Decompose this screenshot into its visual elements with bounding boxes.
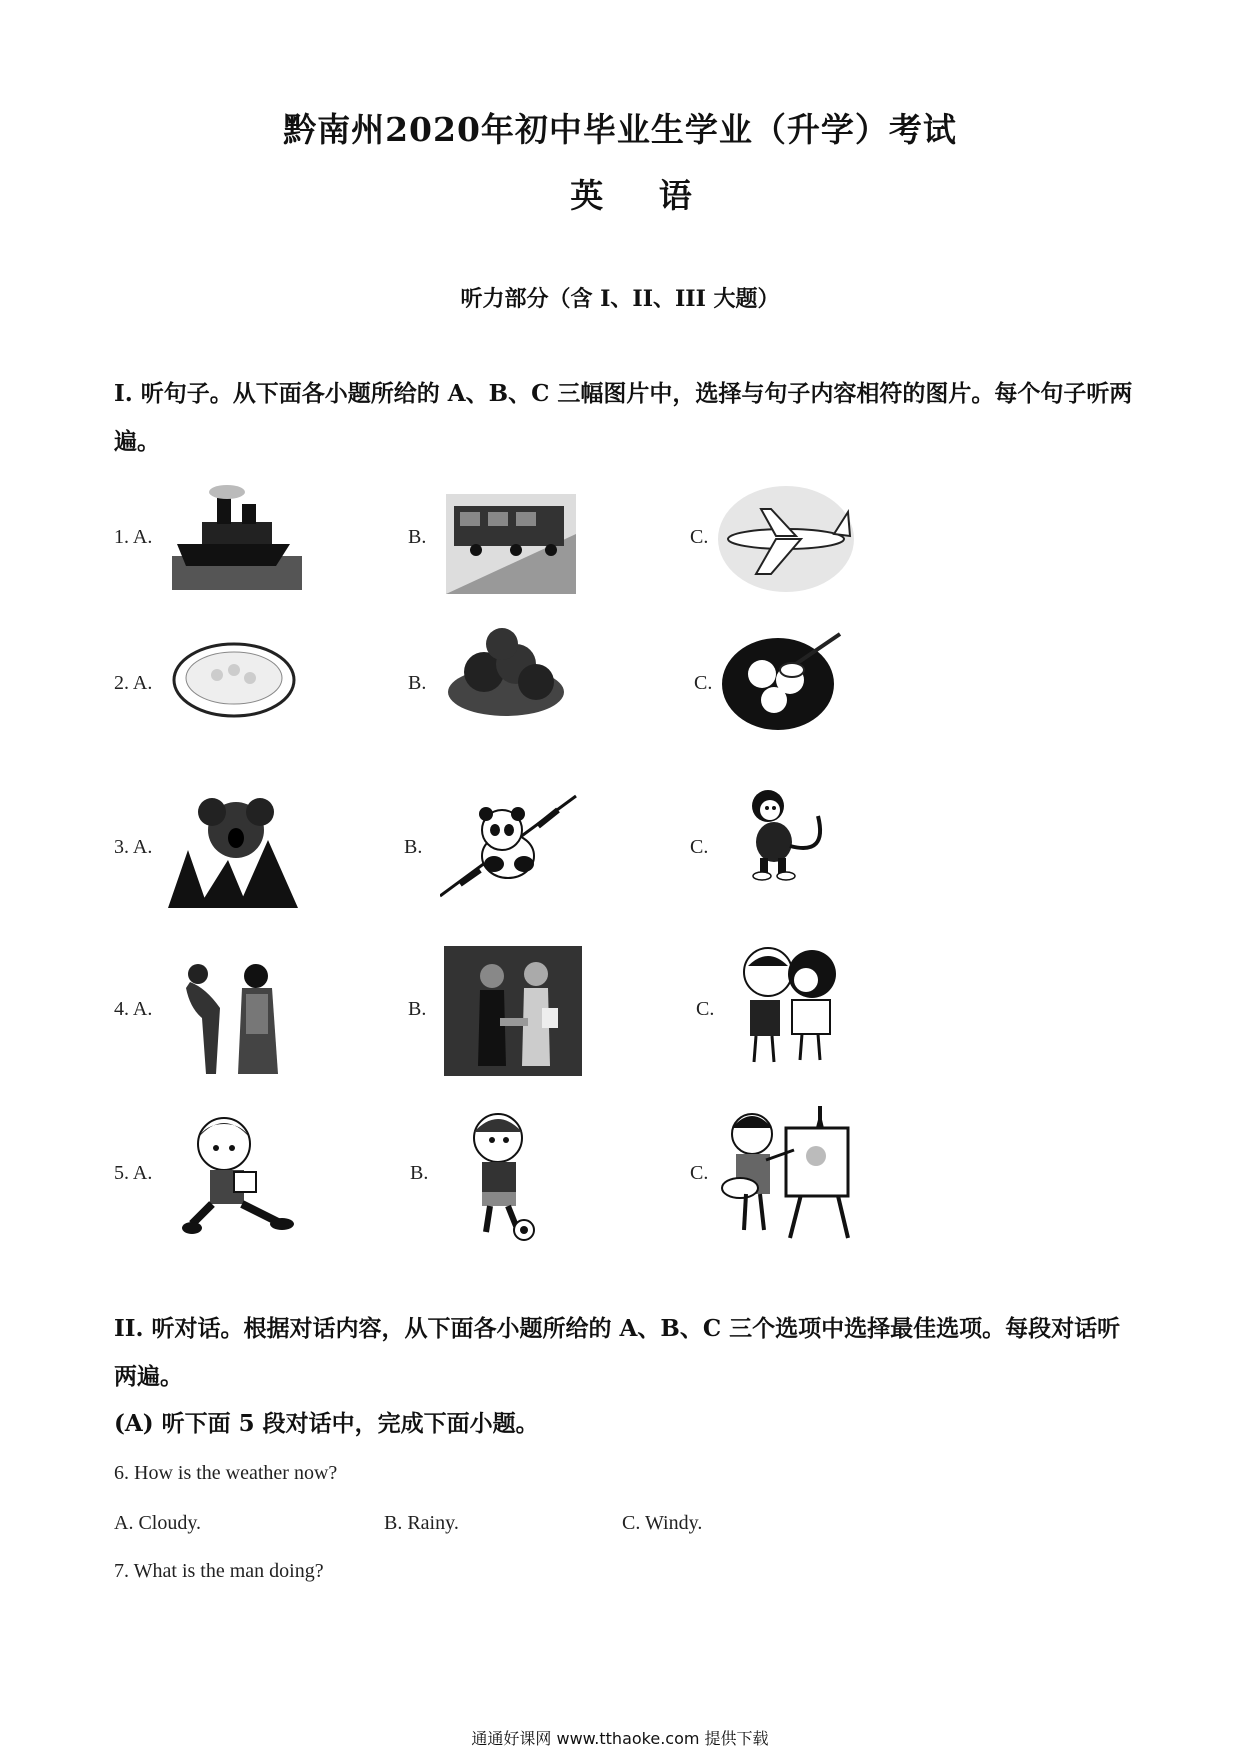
footer-source: 通通好课网 www.tthaoke.com 提供下载 (471, 1729, 769, 1748)
bowing-image (176, 958, 304, 1076)
koala-image (168, 790, 302, 908)
q2-label-a: 2. A. (114, 672, 153, 694)
part2-instruction: II. 听对话。根据对话内容，从下面各小题所给的 A、B、C 三个选项中选择最佳选项。每段对话听两遍。 (114, 1315, 1121, 1390)
q4-label-a: 4. A. (114, 998, 153, 1020)
q4-label-c: C. (696, 998, 715, 1020)
part2-sub-a: (A) 听下面 5 段对话中，完成下面小题。 (114, 1410, 539, 1437)
q1-label-a: 1. A. (114, 526, 153, 548)
q4-label-b: B. (408, 998, 427, 1020)
q2-label-c: C. (694, 672, 713, 694)
q6-option-c: C. Windy. (622, 1512, 703, 1534)
section-heading: 听力部分（含 I、II、III 大题） (460, 286, 780, 312)
mooncakes-image (444, 622, 568, 722)
q1-label-c: C. (690, 526, 709, 548)
q3-label-c: C. (690, 836, 709, 858)
part1-instruction: I. 听句子。从下面各小题所给的 A、B、C 三幅图片中，选择与句子内容相符的图片。每个句子听两遍。 (114, 380, 1133, 455)
q5-label-a: 5. A. (114, 1162, 153, 1184)
monkey-image (738, 786, 838, 882)
q1-label-b: B. (408, 526, 427, 548)
boy-painting-image (720, 1100, 850, 1240)
q3-label-b: B. (404, 836, 423, 858)
exam-title: 黔南州2020年初中毕业生学业（升学）考试 (283, 110, 957, 149)
tangyuan-bowl-image (720, 628, 850, 734)
ship-image (172, 484, 302, 590)
q5-label-b: B. (410, 1162, 429, 1184)
rice-bowl-image (172, 640, 296, 720)
exam-subject: 英 语 (570, 176, 714, 215)
handshake-image (444, 946, 582, 1076)
q3-label-a: 3. A. (114, 836, 153, 858)
train-image (446, 494, 576, 594)
boy-soccer-image (456, 1108, 560, 1242)
q7-question: 7. What is the man doing? (114, 1560, 324, 1582)
q6-option-b: B. Rainy. (384, 1512, 459, 1534)
q5-label-c: C. (690, 1162, 709, 1184)
q6-option-a: A. Cloudy. (114, 1512, 202, 1534)
panda-image (440, 792, 578, 900)
hugging-image (730, 946, 850, 1064)
q6-question: 6. How is the weather now? (114, 1462, 338, 1484)
airplane-image (716, 484, 856, 594)
boy-reading-image (182, 1112, 302, 1240)
q2-label-b: B. (408, 672, 427, 694)
